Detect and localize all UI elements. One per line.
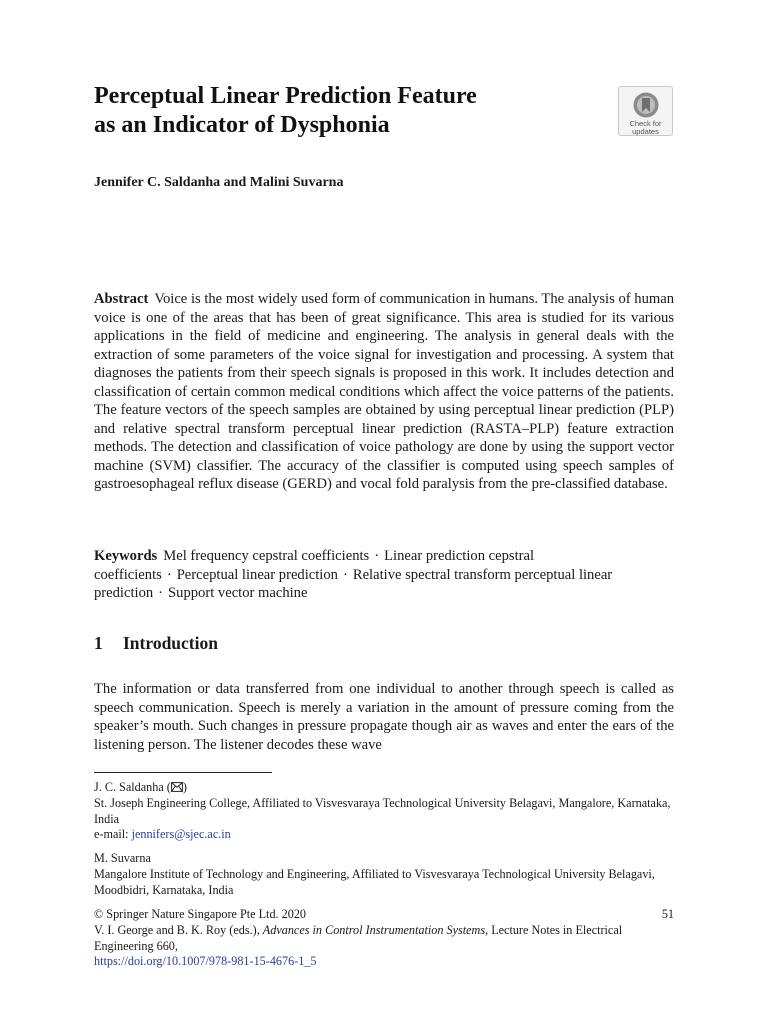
- author2-footnote: [94, 851, 674, 898]
- author-list: Jennifer C. Saldanha and Malini Suvarna: [94, 175, 344, 190]
- author1-name: J. C. Saldanha: [94, 780, 164, 794]
- book-title: Advances in Control Instrumentation Systems: [262, 922, 486, 937]
- badge-text: Check for updates: [629, 119, 662, 136]
- abstract-text: Voice is the most widely used form of communication in humans. The analysis of human voice is one of the areas that has been of great significance. This area is studied for its various applications in the field of medicine and engineering. The analysis in general deals with the extraction of some parameters of the voice signal for investigation and processing. A system that diagnoses the patients from their speech signals is proposed in this work. It includes detection and classification of certain common medical conditions which affect the voice patterns of the patients. The feature vectors of the speech samples are obtained by using perceptual linear prediction (PLP) and relative spectral transform perceptual linear prediction (RASTA–PLP) feature extraction methods. The detection and classification of voice pathology are done by using the support vector machine (SVM) classifier. The accuracy of the classifier is computed using speech samples of gastroesophageal reflux disease (GERD) and vocal fold paralysis from the pre-classified database.: [94, 291, 674, 492]
- footnote-divider: [94, 772, 272, 773]
- keyword-item: Support vector machine: [168, 585, 308, 601]
- abstract-label: Abstract: [94, 291, 149, 307]
- keyword-separator: ·: [166, 566, 172, 583]
- crossmark-icon: [632, 91, 660, 119]
- title-line-1: Perceptual Linear Prediction Feature: [94, 83, 477, 109]
- email-label: e-mail:: [94, 827, 129, 842]
- author2-name: M. Suvarna: [94, 851, 151, 865]
- author1-footnote: J. C. Saldanha ( ) St. Joseph Engineering College, Affiliated to Visvesvaraya Technological University Belagavi, Mangalore, Karnataka, India e-mail: jennifers@sjec.ac.in: [94, 780, 674, 843]
- series-info: , Lecture Notes in Electrical Engineering 660,: [94, 922, 623, 953]
- check-for-updates-badge[interactable]: [618, 86, 673, 136]
- copyright-line: © Springer Nature Singapore Pte Ltd. 2020: [94, 907, 307, 921]
- keyword-separator: ·: [158, 585, 164, 601]
- author1-affiliation: St. Joseph Engineering College, Affiliated to Visvesvaraya Technological University Belagavi, Mangalore, Karnataka, India: [94, 795, 671, 826]
- section-heading: [94, 633, 218, 654]
- page-number: 51: [661, 907, 674, 921]
- abstract: [94, 290, 674, 494]
- keyword-item: Relative spectral transform perceptual linear prediction: [94, 566, 613, 601]
- publication-info: [94, 907, 674, 970]
- title-line-2: as an Indicator of Dysphonia: [94, 112, 390, 138]
- keyword-item: Linear prediction cepstral coefficients: [94, 548, 535, 583]
- email-link[interactable]: jennifers@sjec.ac.in: [131, 827, 231, 842]
- keywords-label: Keywords: [94, 548, 158, 564]
- author2-affiliation: Mangalore Institute of Technology and Engineering, Affiliated to Visvesvaraya Technological University Belagavi, Moodbidri, Karnataka, India: [94, 866, 655, 897]
- keyword-item: Perceptual linear prediction: [176, 566, 338, 583]
- section-title: Introduction: [123, 633, 218, 653]
- section-number: 1: [94, 633, 103, 653]
- doi-link[interactable]: https://doi.org/10.1007/978-981-15-4676-1_5: [94, 954, 317, 969]
- editors: V. I. George and B. K. Roy (eds.),: [94, 922, 260, 937]
- paper-title: [94, 82, 594, 140]
- introduction-paragraph: The information or data transferred from one individual to another through speech is called as speech communication. Speech is merely a variation in the amount of pressure coming from the speaker’s mouth. Such changes in pressure propagate though air as waves and enter the ears of the listening person. The listener decodes these wave: [94, 681, 674, 753]
- keyword-item: Mel frequency cepstral coefficients: [163, 548, 370, 564]
- keyword-separator: ·: [374, 548, 380, 564]
- keywords: [94, 547, 674, 603]
- envelope-icon: [171, 782, 183, 792]
- keyword-separator: ·: [342, 566, 348, 583]
